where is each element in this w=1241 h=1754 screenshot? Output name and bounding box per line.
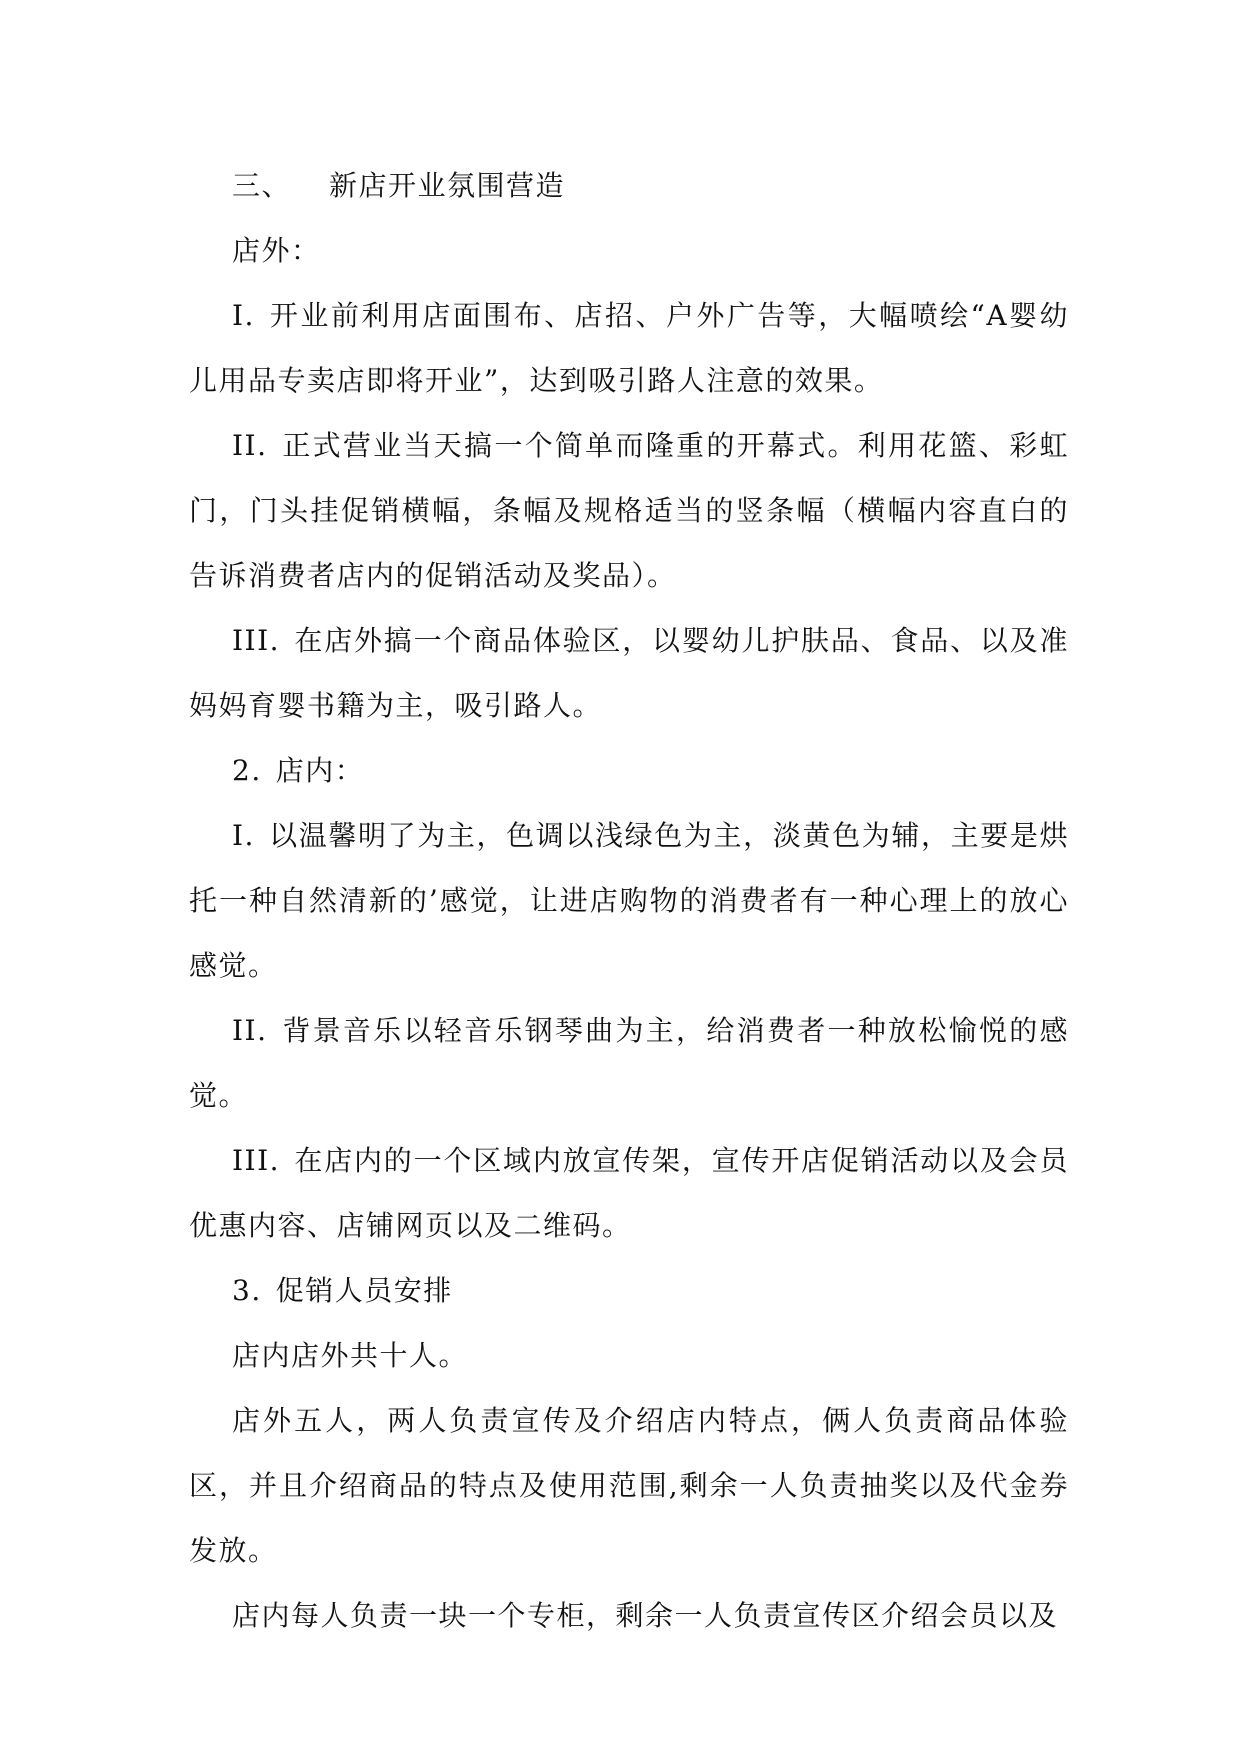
paragraph [189, 1323, 1069, 1388]
paragraph-marker: 3. [232, 1274, 262, 1307]
paragraph-text: 店外五人，两人负责宣传及介绍店内特点，俩人负责商品体验区，并且介绍商品的特点及使用范围,剩余一人负责抽奖以及代金券发放。 [189, 1404, 1069, 1567]
paragraph-text: 在店外搞一个商品体验区，以婴幼儿护肤品、食品、以及准妈妈育婴书籍为主，吸引路人。 [189, 624, 1069, 722]
paragraph-marker: 2. [232, 754, 262, 787]
paragraph [189, 1128, 1069, 1258]
paragraph-marker: I. [232, 819, 255, 852]
document-body [189, 153, 1069, 1648]
paragraph-text: 新店开业氛围营造 [329, 169, 566, 202]
paragraph-text: 店内店外共十人。 [232, 1339, 469, 1372]
subsection-heading [189, 738, 1069, 803]
paragraph-marker: 三、 [232, 169, 292, 202]
paragraph [189, 413, 1069, 608]
paragraph-marker: II. [232, 1014, 268, 1047]
paragraph [189, 998, 1069, 1128]
paragraph-marker: I. [232, 299, 255, 332]
paragraph-marker: II. [232, 429, 268, 462]
paragraph-marker: III. [232, 1144, 281, 1177]
paragraph-text: 店内每人负责一块一个专柜，剩余一人负责宣传区介绍会员以及 [232, 1599, 1059, 1632]
paragraph [189, 803, 1069, 998]
paragraph-text: 开业前利用店面围布、店招、户外广告等，大幅喷绘“A婴幼儿用品专卖店即将开业”，达到吸引路人注意的效果。 [189, 299, 1069, 397]
paragraph-text: 店外： [232, 234, 321, 267]
paragraph-text: 店内： [275, 754, 365, 787]
paragraph [189, 283, 1069, 413]
paragraph-text: 以温馨明了为主，色调以浅绿色为主，淡黄色为辅，主要是烘托一种自然清新的’感觉，让进店购物的消费者有一种心理上的放心感觉。 [189, 819, 1069, 982]
paragraph-text: 背景音乐以轻音乐钢琴曲为主，给消费者一种放松愉悦的感觉。 [189, 1014, 1069, 1112]
paragraph [189, 608, 1069, 738]
paragraph [189, 1583, 1069, 1648]
paragraph-text: 正式营业当天搞一个简单而隆重的开幕式。利用花篮、彩虹门，门头挂促销横幅，条幅及规格适当的竖条幅（横幅内容直白的告诉消费者店内的促销活动及奖品）。 [189, 429, 1069, 592]
section-heading [189, 153, 1069, 218]
paragraph-text: 促销人员安排 [275, 1274, 453, 1307]
paragraph [189, 218, 1069, 283]
paragraph-marker: III. [232, 624, 281, 657]
paragraph-text: 在店内的一个区域内放宣传架，宣传开店促销活动以及会员优惠内容、店铺网页以及二维码。 [189, 1144, 1069, 1242]
subsection-heading [189, 1258, 1069, 1323]
paragraph [189, 1388, 1069, 1583]
